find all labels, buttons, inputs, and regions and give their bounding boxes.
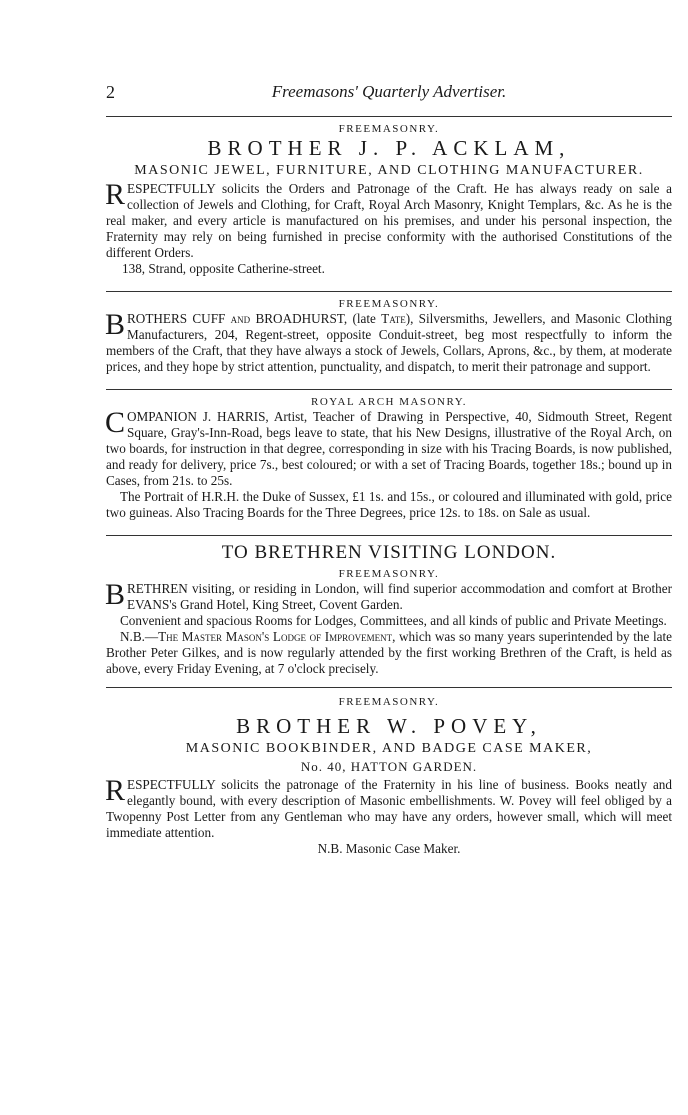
drop-cap: C	[105, 406, 126, 439]
drop-cap: R	[105, 178, 126, 211]
drop-cap: R	[105, 774, 126, 807]
body-text: solicits the patronage of the Fraternity in his line of business. Books neatly and elegantly bound, with every description of Masonic embellishments. W. Povey will feel obliged by a Twopenny Post Letter from any Gentleman who may have any orders, however small, which will meet immediate attention.	[106, 777, 672, 840]
section-heading: ROYAL ARCH MASONRY.	[311, 396, 467, 408]
late-name: Tate	[381, 311, 406, 326]
lead-word: ESPECTFULLY	[127, 777, 216, 792]
body-text: ), Silversmiths, Jewellers, and Masonic Clothing Manufacturers, 204, Regent-street, opposite Conduit-street, beg most respectfully to inform the members of the Craft, that they have always a stock of Jewels, Collars, Aprons, &c., by them, at moderate prices, and they hope by strict attention, punctuality, and dispatch, to merit their patronage and support.	[106, 311, 673, 374]
divider	[106, 687, 672, 688]
trade-line: MASONIC JEWEL, FURNITURE, AND CLOTHING MANUFACTURER.	[134, 163, 644, 178]
advert-evans-hotel	[106, 542, 672, 677]
drop-cap: B	[105, 578, 126, 611]
advert-title: TO BRETHREN VISITING LONDON.	[221, 542, 557, 563]
lead-word-2: BROADHURST,	[255, 311, 348, 326]
advert-body	[105, 406, 673, 489]
header-rule	[106, 116, 672, 117]
advert-body	[105, 308, 673, 375]
divider	[106, 535, 672, 536]
advert-paragraph-2: The Portrait of H.R.H. the Duke of Sussex, £1 1s. and 15s., or coloured and illuminated with gold, price two guineas. Also Tracing Boards for the Three Degrees, price 12s. to 18s. on Sale as usual.	[106, 489, 672, 520]
page-number: 2	[106, 82, 115, 102]
footer-note: N.B. Masonic Case Maker.	[317, 841, 461, 856]
drop-cap: B	[105, 308, 126, 341]
lead-word: RETHREN	[127, 581, 188, 596]
advert-body	[105, 774, 672, 841]
nb-prefix: N.B.—	[120, 629, 159, 644]
lead-word: OMPANION J. HARRIS,	[127, 409, 269, 424]
nb-body: which was so many years superintended by the late Brother Peter Gilkes, and is now regularly attended by the first working Brethren of the Craft, is held as above, every Friday Evening, at 7 o'clock precisely.	[106, 629, 672, 676]
advert-body	[105, 178, 672, 261]
advert-body	[105, 578, 672, 613]
and-word: and	[230, 311, 251, 326]
advert-acklam	[106, 123, 672, 277]
address-line: 138, Strand, opposite Catherine-street.	[122, 261, 325, 276]
trade-line: MASONIC BOOKBINDER, AND BADGE CASE MAKER,	[185, 741, 593, 756]
page-header	[106, 82, 672, 112]
advert-harris	[106, 396, 672, 521]
advertiser-name: BROTHER J. P. ACKLAM,	[207, 136, 571, 160]
divider	[106, 291, 672, 292]
section-heading: FREEMASONRY.	[338, 696, 440, 708]
section-heading: FREEMASONRY.	[338, 123, 440, 135]
body-text: visiting, or residing in London, will find superior accommodation and comfort at Brother EVANS's Grand Hotel, King Street, Covent Garden.	[127, 581, 672, 612]
section-heading: FREEMASONRY.	[338, 298, 440, 310]
nota-bene	[106, 629, 672, 677]
advert-cuff-broadhurst	[106, 298, 672, 375]
section-heading: FREEMASONRY.	[338, 568, 440, 580]
advert-paragraph-2: Convenient and spacious Rooms for Lodges, Committees, and all kinds of public and Private Meetings.	[120, 613, 667, 628]
body-text: Artist, Teacher of Drawing in Perspective, 40, Sidmouth Street, Regent Square, Gray's-Inn-Road, begs leave to state, that his New Designs, illustrative of the Royal Arch, on two boards, for instruction in that degree, corresponding in size with his Tracing Boards, is now published, and ready for delivery, price 7s., best coloured; or with a set of Tracing Boards, together 18s.; bound up in Cases, from 21s. to 25s.	[106, 409, 673, 488]
late-text: (late	[352, 311, 376, 326]
lead-word: ROTHERS CUFF	[127, 311, 226, 326]
page	[106, 82, 672, 857]
advert-povey	[106, 696, 672, 857]
advertiser-name: BROTHER W. POVEY,	[236, 714, 542, 738]
address-line: No. 40, HATTON GARDEN.	[300, 759, 478, 774]
body-text: solicits the Orders and Patronage of the Craft. He has always ready on sale a collection of Jewels and Clothing, for Craft, Royal Arch Masonry, Knight Templars, &c. As he is the real maker, and every article is manufactured on his premises, and under his personal inspection, the Fraternity may rely on being furnished in precise conformity with the authorised Constitutions of the different Orders.	[106, 181, 672, 260]
lodge-name: The Master Mason's Lodge of Improvement,	[158, 629, 396, 644]
divider	[106, 389, 672, 390]
running-title: Freemasons' Quarterly Advertiser.	[271, 82, 507, 101]
lead-word: ESPECTFULLY	[127, 181, 216, 196]
